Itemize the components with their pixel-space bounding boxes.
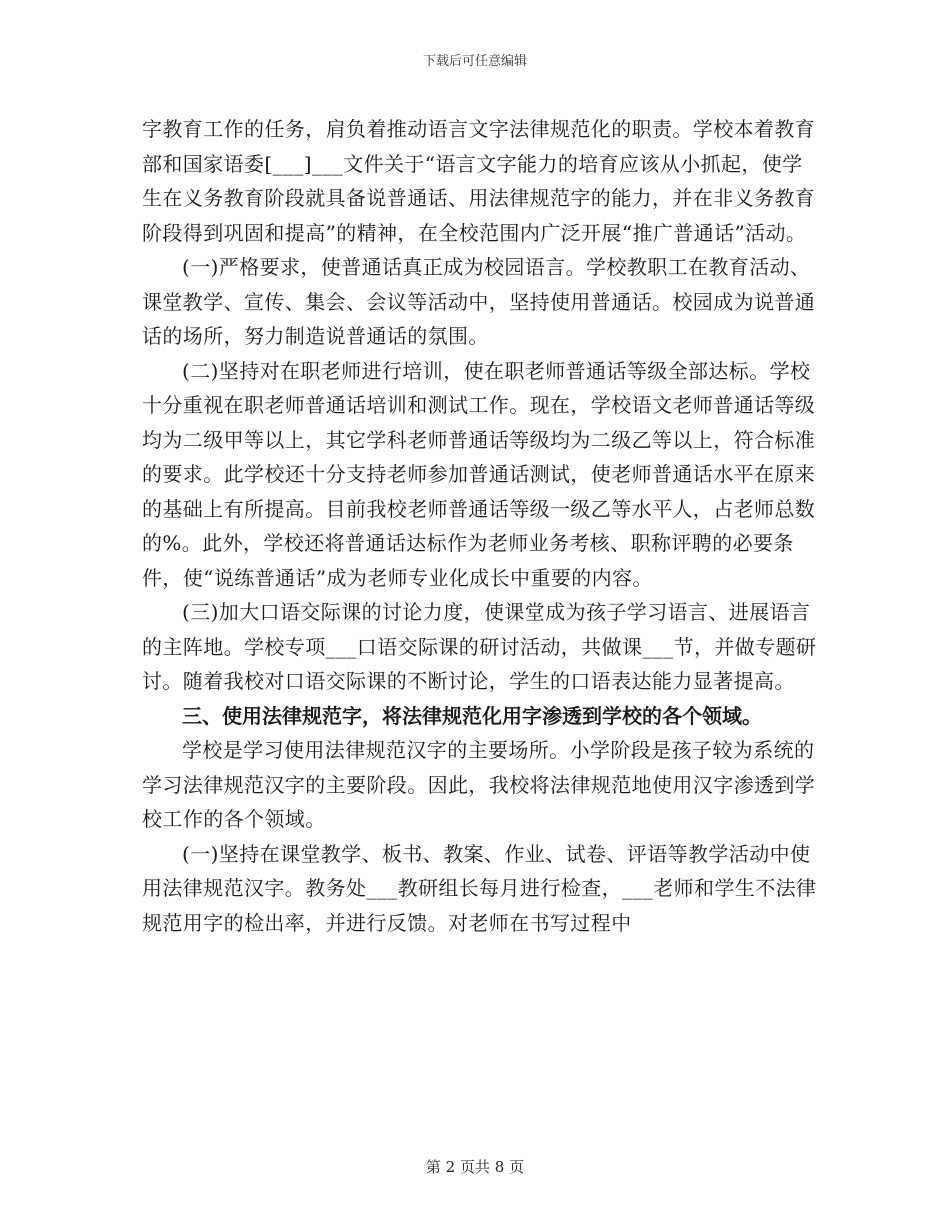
- document-body: [142, 112, 822, 940]
- paragraph-item-3: (三)加大口语交际课的讨论力度，使课堂成为孩子学习语言、进展语言的主阵地。学校专项___口语交际课的研讨活动，共做课___节，并做专题研讨。随着我校对口语交际课的不断讨论，学生的口语表达能力显著提高。: [142, 600, 817, 693]
- page-footer: 第 2 页共 8 页: [425, 1158, 525, 1176]
- paragraph-section-3-intro: 学校是学习使用法律规范汉字的主要场所。小学阶段是孩子较为系统的学习法律规范汉字的主要阶段。因此，我校将法律规范地使用汉字渗透到学校工作的各个领域。: [142, 738, 816, 831]
- paragraph-item-2: (二)坚持对在职老师进行培训，使在职老师普通话等级全部达标。学校十分重视在职老师普通话培训和测试工作。现在，学校语文老师普通话等级均为二级甲等以上，其它学科老师普通话等级均为二级乙等以上，符合标准的要求。此学校还十分支持老师参加普通话测试，使老师普通话水平在原来的基础上有所提高。目前我校老师普通话等级一级乙等水平人，占老师总数的%。此外，学校还将普通话达标作为老师业务考核、职称评聘的必要条件，使“说练普通话”成为老师专业化成长中重要的内容。: [142, 358, 816, 590]
- paragraph-intro: 字教育工作的任务，肩负着推动语言文字法律规范化的职责。学校本着教育部和国家语委[___]___文件关于“语言文字能力的培育应该从小抓起，使学生在义务教育阶段就具备说普通话、用法律规范字的能力，并在非义务教育阶段得到巩固和提高”的精神，在全校范围内广泛开展“推广普通话”活动。: [142, 117, 816, 245]
- page-header: 下载后可任意编辑: [422, 54, 527, 69]
- paragraph-item-1: (一)严格要求，使普通话真正成为校园语言。学校教职工在教育活动、课堂教学、宣传、集会、会议等活动中，坚持使用普通话。校园成为说普通话的场所，努力制造说普通话的氛围。: [142, 255, 816, 348]
- paragraph-section-3-item-1: (一)坚持在课堂教学、板书、教案、作业、试卷、评语等教学活动中使用法律规范汉字。教务处___教研组长每月进行检查，___老师和学生不法律规范用字的检出率，并进行反馈。对老师在书写过程中: [142, 841, 817, 935]
- section-heading-3: 三、使用法律规范字，将法律规范化用字渗透到学校的各个领域。: [182, 703, 762, 728]
